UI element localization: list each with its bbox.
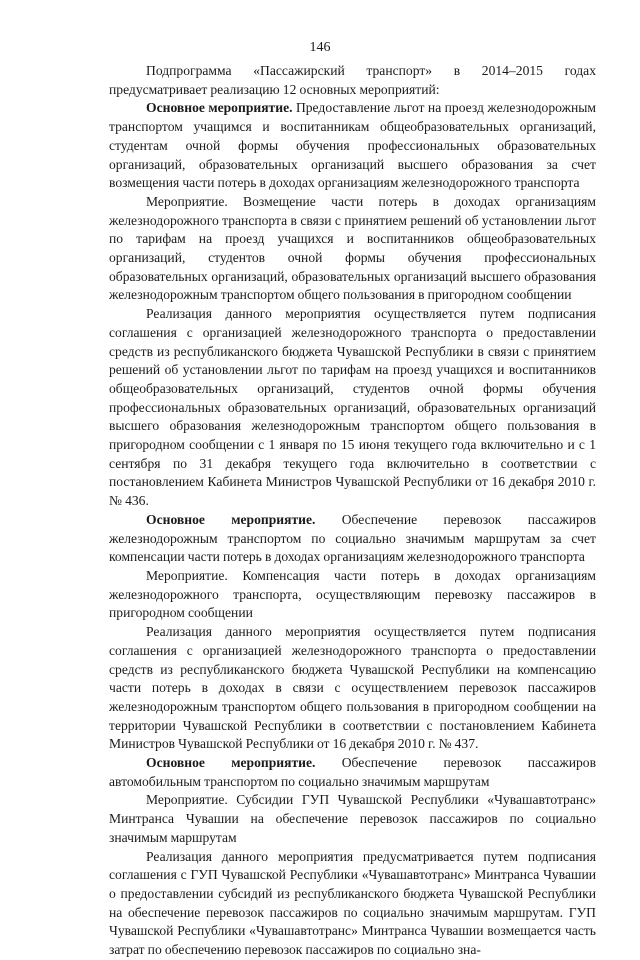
paragraph [109, 623, 596, 754]
paragraph-lead: Основное мероприятие. [146, 511, 316, 527]
paragraph-text: Подпрограмма «Пассажирский транспорт» в 2014–2015 годах предусматривает реализацию 12 основных мероприятий: [109, 63, 596, 97]
paragraph-lead: Основное мероприятие. [146, 100, 293, 116]
page-number: 146 [309, 40, 331, 55]
paragraph-text: Обеспечение перевозок пассажиров железнодорожным транспортом по социально значимым маршрутам за счет компенсации части потерь в доходах организациям железнодорожного транспорта [109, 511, 596, 565]
paragraph-text: Мероприятие. Субсидии ГУП Чувашской Республики «Чувашавтотранс» Минтранса Чувашии на обеспечение перевозок пассажиров по социально значимым маршрутам [109, 792, 596, 845]
paragraph [109, 62, 596, 99]
body-text [109, 62, 596, 960]
paragraph [109, 511, 596, 567]
paragraph-lead: Основное мероприятие. [146, 755, 316, 771]
paragraph-text: Реализация данного мероприятия осуществляется путем подписания соглашения с организацией железнодорожного транспорта о предоставлении средств из республиканского бюджета Чувашской Республики на компенсацию части потерь в доходах в связи с осуществлением перевозок пассажиров железнодорожным транспортом общего пользования в пригородном сообщении на территории Чувашской Республики в соответствии с постановлением Кабинета Министров Чувашской Республики от 16 декабря 2010 г. № 437. [109, 624, 596, 752]
paragraph-text: Мероприятие. Компенсация части потерь в доходах организациям железнодорожного транспорта, осуществляющим перевозку пассажиров в пригородном сообщении [109, 567, 596, 621]
paragraph [109, 567, 596, 623]
paragraph-text: Мероприятие. Возмещение части потерь в доходах организациям железнодорожного транспорта в связи с принятием решений об установлении льгот по тарифам на проезд учащихся и воспитанников общеобразовательных организаций, студентов очной формы обучения профессиональных образовательных организаций, образовательных организаций высшего образования железнодорожным транспортом общего пользования в пригородном сообщении [109, 193, 596, 303]
paragraph-text: Реализация данного мероприятия предусматривается путем подписания соглашения с ГУП Чувашской Республики «Чувашавтотранс» Минтранса Чувашии о предоставлении субсидий из республиканского бюджета Чувашской Республики на обеспечение перевозок пассажиров по социально значимым маршрутам. ГУП Чувашской Республики «Чувашавтотранс» Минтранса Чувашии возмещается часть затрат по обеспечению перевозок пассажиров по социально зна- [109, 848, 596, 958]
paragraph [109, 193, 596, 305]
paragraph-text: Обеспечение перевозок пассажиров автомобильным транспортом по социально значимым маршрутам [109, 755, 596, 789]
paragraph [109, 754, 596, 791]
paragraph [109, 791, 596, 847]
paragraph-text: Реализация данного мероприятия осуществляется путем подписания соглашения с организацией железнодорожного транспорта о предоставлении средств из республиканского бюджета Чувашской Республики в связи с принятием решений об установлении льгот по тарифам на проезд учащихся и воспитанников общеобразовательных организаций, студентов очной формы обучения профессиональных образовательных организаций, образовательных организаций высшего образования железнодорожным транспортом общего пользования в пригородном сообщении с 1 января по 15 июня текущего года включительно и с 1 сентября по 31 декабря текущего года включительно в соответствии с постановлением Кабинета Министров Чувашской Республики от 16 декабря 2010 г. № 436. [109, 306, 596, 509]
paragraph [109, 305, 596, 511]
paragraph [109, 848, 596, 960]
paragraph [109, 99, 596, 193]
paragraph-text: Предоставление льгот на проезд железнодорожным транспортом учащимся и воспитанникам общеобразовательных организаций, студентам очной формы обучения профессиональных образовательных организаций, образовательных организаций высшего образования за счет возмещения части потерь в доходах организациям железнодорожного транспорта [109, 100, 597, 191]
